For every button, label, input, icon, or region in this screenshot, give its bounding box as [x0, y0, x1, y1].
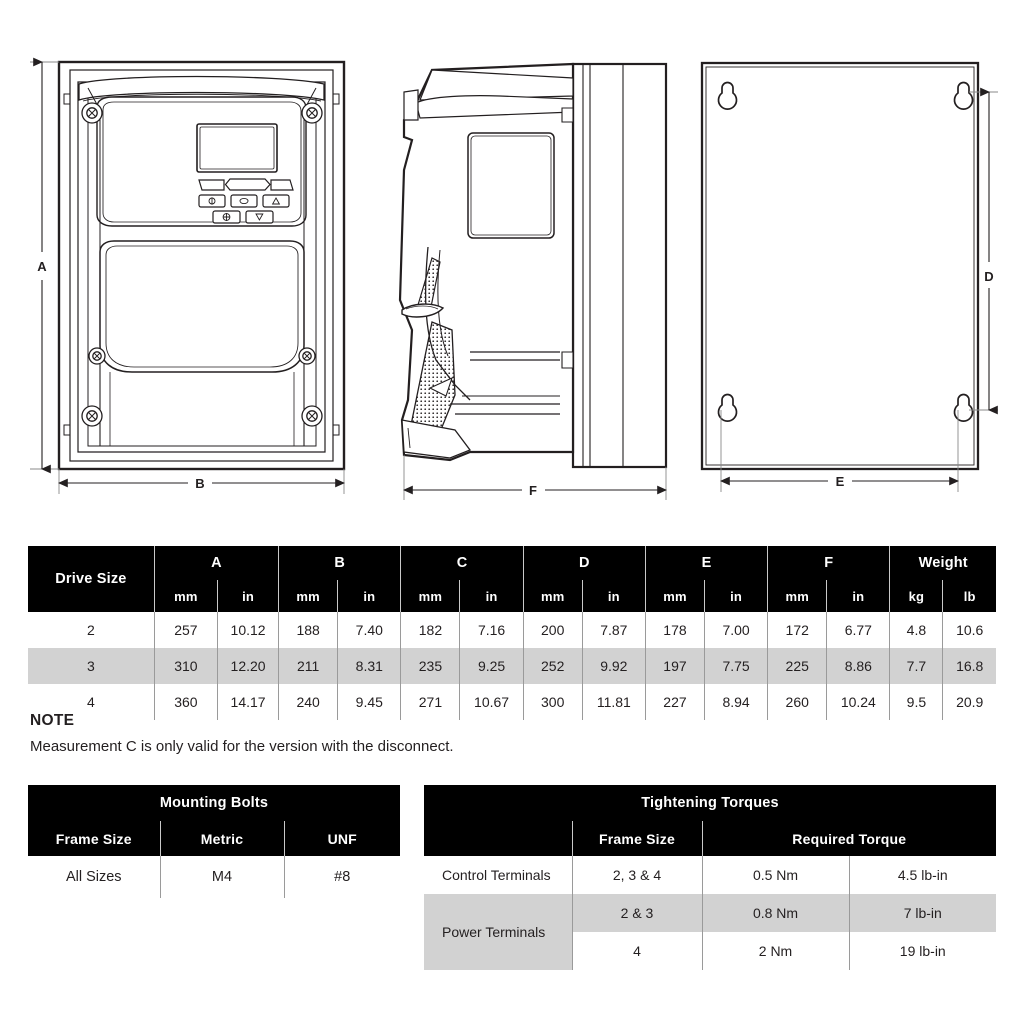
cell-frame-size: All Sizes — [28, 856, 160, 898]
note-section — [30, 712, 730, 755]
mounting-bolts-table — [28, 785, 400, 898]
cell-e-mm: 197 — [645, 648, 704, 684]
cell-b-mm: 188 — [279, 612, 338, 648]
dimension-label-E: E — [835, 474, 845, 489]
cell-e-in: 7.75 — [705, 648, 768, 684]
cell-f-in: 8.86 — [827, 648, 890, 684]
header-unit-d-mm: mm — [523, 580, 582, 612]
dimension-label-F: F — [529, 483, 537, 498]
cell-drive-size: 2 — [28, 612, 154, 648]
cell-weight-kg: 9.5 — [890, 684, 943, 720]
dimension-label-A: A — [37, 259, 47, 274]
header-unit-a-in: in — [217, 580, 278, 612]
cell-d-mm: 300 — [523, 684, 582, 720]
dimension-table — [28, 546, 996, 720]
header-group-f: F — [768, 546, 890, 580]
header-unit-b-in: in — [338, 580, 401, 612]
cell-drive-size: 4 — [28, 684, 154, 720]
cell-f-in: 10.24 — [827, 684, 890, 720]
cell-a-in: 10.12 — [217, 612, 278, 648]
header-group-c: C — [401, 546, 523, 580]
dimension-table-group-header-row — [28, 546, 996, 580]
cell-terminal-type: Control Terminals — [424, 856, 572, 894]
cell-c-mm: 235 — [401, 648, 460, 684]
header-required-torque: Required Torque — [702, 821, 996, 856]
header-unit-f-mm: mm — [768, 580, 827, 612]
header-group-a: A — [154, 546, 278, 580]
header-unit-d-in: in — [582, 580, 645, 612]
cell-metric: M4 — [160, 856, 284, 898]
dimension-table-body — [28, 612, 996, 720]
table-row — [28, 648, 996, 684]
cell-torque-lbin: 7 lb-in — [849, 894, 996, 932]
mounting-bolts-header-row — [28, 821, 400, 856]
cell-c-mm: 182 — [401, 612, 460, 648]
mounting-bolts-title: Mounting Bolts — [28, 785, 400, 821]
cell-e-mm: 178 — [645, 612, 704, 648]
note-title: NOTE — [30, 712, 75, 729]
cell-b-mm: 240 — [279, 684, 338, 720]
cell-weight-lb: 10.6 — [943, 612, 996, 648]
table-row — [28, 856, 400, 898]
cell-a-in: 14.17 — [217, 684, 278, 720]
header-drive-size: Drive Size — [28, 546, 154, 612]
header-frame-size: Frame Size — [572, 821, 702, 856]
cell-f-in: 6.77 — [827, 612, 890, 648]
header-unit-e-in: in — [705, 580, 768, 612]
header-unit-weight-lb: lb — [943, 580, 996, 612]
cell-torque-lbin: 4.5 lb-in — [849, 856, 996, 894]
header-unf: UNF — [284, 821, 400, 856]
cell-d-mm: 200 — [523, 612, 582, 648]
header-unit-b-mm: mm — [279, 580, 338, 612]
cell-d-in: 7.87 — [582, 612, 645, 648]
cell-weight-kg: 7.7 — [890, 648, 943, 684]
header-metric: Metric — [160, 821, 284, 856]
cell-f-mm: 260 — [768, 684, 827, 720]
cell-a-mm: 310 — [154, 648, 217, 684]
cell-unf: #8 — [284, 856, 400, 898]
header-unit-c-mm: mm — [401, 580, 460, 612]
cell-torque-lbin: 19 lb-in — [849, 932, 996, 970]
cell-a-in: 12.20 — [217, 648, 278, 684]
cell-e-in: 7.00 — [705, 612, 768, 648]
header-unit-c-in: in — [460, 580, 523, 612]
tightening-torques-header-row — [424, 821, 996, 856]
cell-a-mm: 360 — [154, 684, 217, 720]
cell-terminal-type: Power Terminals — [424, 894, 572, 970]
table-row — [28, 612, 996, 648]
rear-view-drawing — [702, 63, 978, 469]
cell-d-in: 11.81 — [582, 684, 645, 720]
cell-torque-nm: 0.5 Nm — [702, 856, 849, 894]
cell-c-in: 7.16 — [460, 612, 523, 648]
tightening-torques-head — [424, 785, 996, 856]
cell-d-mm: 252 — [523, 648, 582, 684]
cell-b-in: 9.45 — [338, 684, 401, 720]
cell-d-in: 9.92 — [582, 648, 645, 684]
cell-frame-size: 4 — [572, 932, 702, 970]
cell-c-in: 9.25 — [460, 648, 523, 684]
cell-b-in: 8.31 — [338, 648, 401, 684]
mounting-bolts-table-container — [28, 785, 400, 898]
mounting-bolts-head — [28, 785, 400, 856]
dimension-label-B: B — [195, 476, 205, 491]
header-group-d: D — [523, 546, 645, 580]
cell-weight-kg: 4.8 — [890, 612, 943, 648]
note-body: Measurement C is only valid for the version with the disconnect. — [30, 738, 454, 755]
tightening-torques-title: Tightening Torques — [424, 785, 996, 821]
header-group-b: B — [279, 546, 401, 580]
header-unit-e-mm: mm — [645, 580, 704, 612]
cell-b-mm: 211 — [279, 648, 338, 684]
header-frame-size: Frame Size — [28, 821, 160, 856]
dimension-table-container — [28, 546, 996, 720]
cell-f-mm: 225 — [768, 648, 827, 684]
cell-c-in: 10.67 — [460, 684, 523, 720]
cell-weight-lb: 20.9 — [943, 684, 996, 720]
header-group-e: E — [645, 546, 767, 580]
mounting-bolts-title-row — [28, 785, 400, 821]
cell-torque-nm: 2 Nm — [702, 932, 849, 970]
header-unit-a-mm: mm — [154, 580, 217, 612]
header-terminal-type — [424, 821, 572, 856]
cell-drive-size: 3 — [28, 648, 154, 684]
cell-e-in: 8.94 — [705, 684, 768, 720]
side-view-drawing — [400, 64, 666, 467]
mounting-bolts-body — [28, 856, 400, 898]
tightening-torques-body — [424, 856, 996, 970]
cell-c-mm: 271 — [401, 684, 460, 720]
cell-e-mm: 227 — [645, 684, 704, 720]
front-view-drawing — [59, 62, 344, 469]
cell-f-mm: 172 — [768, 612, 827, 648]
dimension-label-D: D — [984, 269, 994, 284]
cell-torque-nm: 0.8 Nm — [702, 894, 849, 932]
cell-a-mm: 257 — [154, 612, 217, 648]
cell-b-in: 7.40 — [338, 612, 401, 648]
tightening-torques-table-container — [424, 785, 996, 970]
table-row — [424, 894, 996, 932]
header-unit-f-in: in — [827, 580, 890, 612]
header-group-weight: Weight — [890, 546, 996, 580]
dimension-table-head — [28, 546, 996, 612]
cell-weight-lb: 16.8 — [943, 648, 996, 684]
table-row — [424, 856, 996, 894]
tightening-torques-title-row — [424, 785, 996, 821]
header-unit-weight-kg: kg — [890, 580, 943, 612]
cell-frame-size: 2 & 3 — [572, 894, 702, 932]
tightening-torques-table — [424, 785, 996, 970]
cell-frame-size: 2, 3 & 4 — [572, 856, 702, 894]
dimension-table-unit-header-row — [28, 580, 996, 612]
